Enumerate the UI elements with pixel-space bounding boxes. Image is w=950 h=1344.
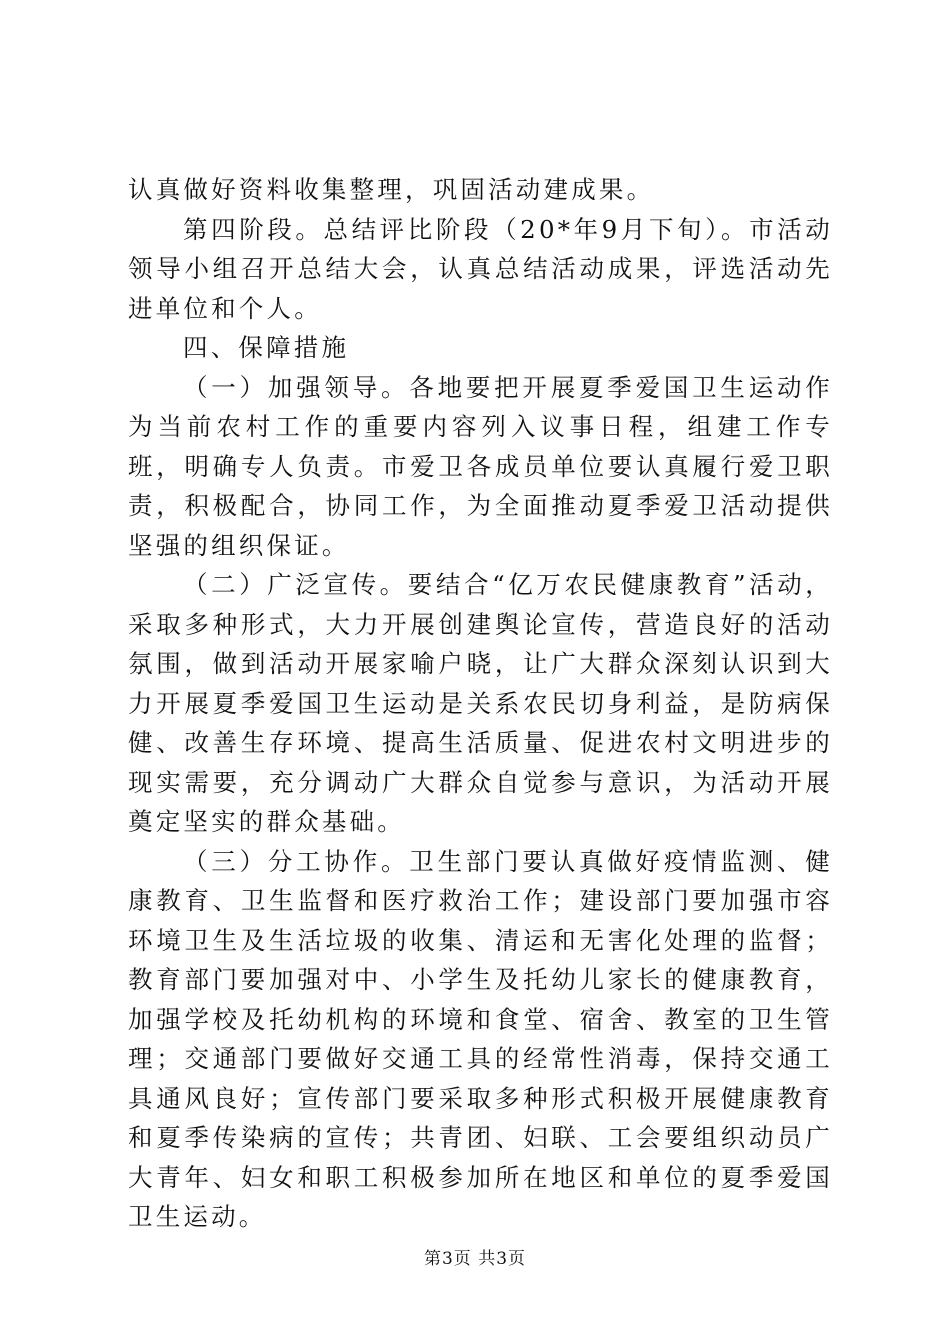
paragraph-cooperation: （三）分工协作。卫生部门要认真做好疫情监测、健康教育、卫生监督和医疗救治工作；建设部门要加强市容环境卫生及生活垃圾的收集、清运和无害化处理的监督；教育部门要加强对中、小学生及托幼儿家长的健康教育，加强学校及托幼机构的环境和食堂、宿舍、教室的卫生管理；交通部门要做好交通工具的经常性消毒，保持交通工具通风良好；宣传部门要采取多种形式积极开展健康教育和夏季传染病的宣传；共青团、妇联、工会要组织动员广大青年、妇女和职工积极参加所在地区和单位的夏季爱国卫生运动。 bbox=[128, 846, 833, 1231]
paragraph-publicity: （二）广泛宣传。要结合“亿万农民健康教育”活动，采取多种形式，大力开展创建舆论宣传，营造良好的活动氛围，做到活动开展家喻户晓，让广大群众深刻认识到大力开展夏季爱国卫生运动是关系农民切身利益，是防病保健、改善生存环境、提高生活质量、促进农村文明进步的现实需要，充分调动广大群众自觉参与意识，为活动开展奠定坚实的群众基础。 bbox=[128, 570, 833, 836]
paragraph-continuation: 认真做好资料收集整理，巩固活动建成果。 bbox=[128, 175, 655, 204]
document-body bbox=[128, 170, 833, 1237]
paragraph-leadership: （一）加强领导。各地要把开展夏季爱国卫生运动作为当前农村工作的重要内容列入议事日程，组建工作专班，明确专人负责。市爱卫各成员单位要认真履行爱卫职责，积极配合，协同工作，为全面推动夏季爱卫活动提供坚强的组织保证。 bbox=[128, 372, 833, 560]
page-number-footer: 第3页 共3页 bbox=[423, 1249, 527, 1269]
section-heading-safeguards: 四、保障措施 bbox=[183, 333, 350, 362]
paragraph-stage-four: 第四阶段。总结评比阶段（20*年9月下旬）。市活动领导小组召开总结大会，认真总结活动成果，评选活动先进单位和个人。 bbox=[128, 214, 833, 323]
